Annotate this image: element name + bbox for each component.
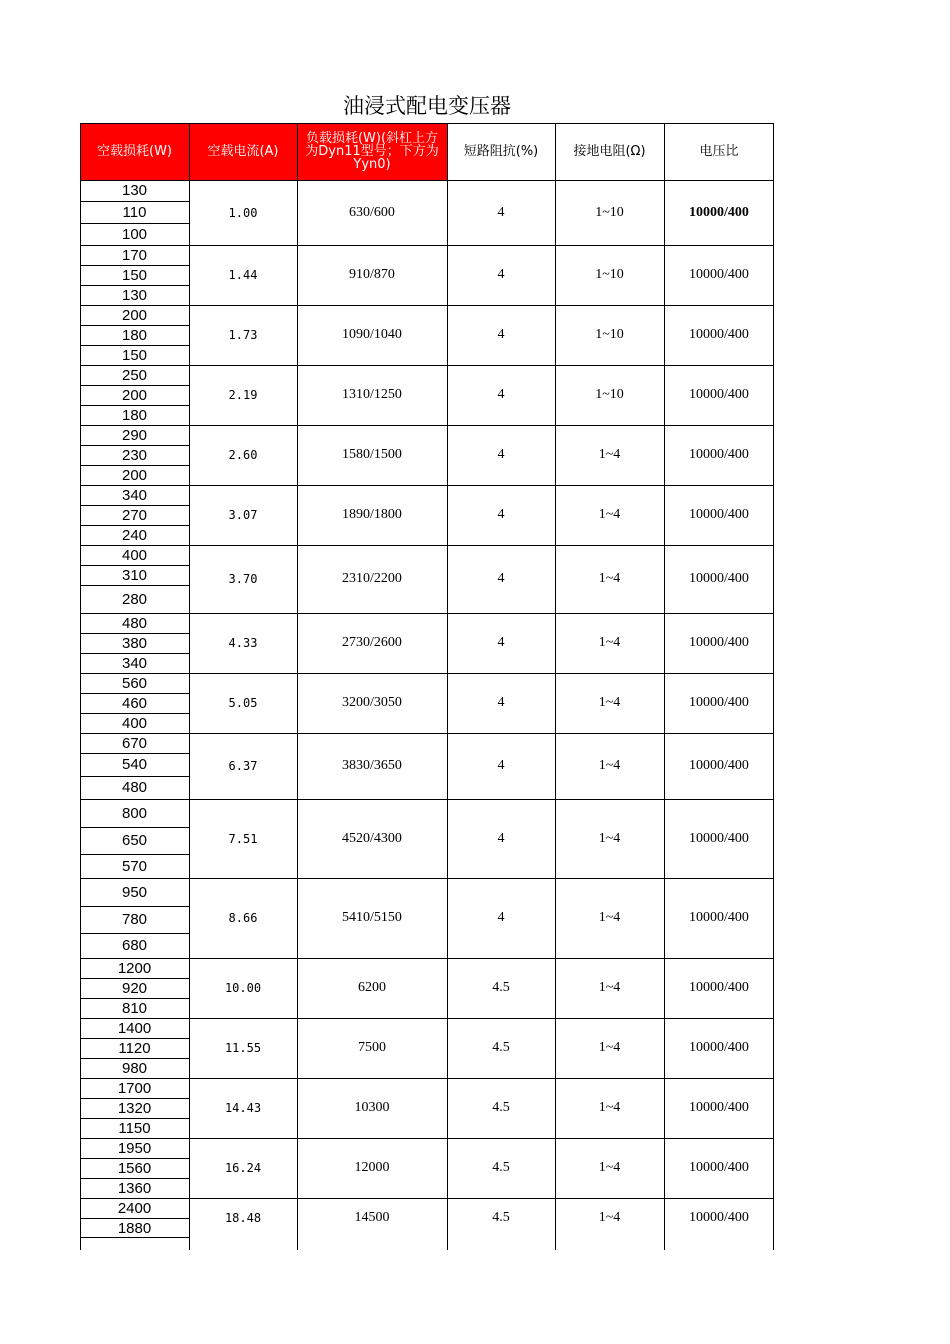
header-no-load-current: 空载电流(A) (189, 123, 297, 180)
grid-line (80, 545, 774, 546)
no-load-current-cell[interactable]: 14.43 (224, 1101, 262, 1115)
grid-line (80, 365, 774, 366)
grid-line (664, 123, 665, 1250)
grid-line (80, 123, 81, 1250)
grid-line (80, 123, 774, 124)
no-load-loss-cell[interactable]: 310 (121, 566, 148, 584)
header-impedance: 短路阻抗(%) (463, 144, 539, 159)
no-load-loss-cell[interactable]: 240 (121, 526, 148, 544)
no-load-loss-cell[interactable]: 380 (121, 634, 148, 652)
load-loss-cell[interactable]: 1890/1800 (342, 507, 402, 522)
impedance-cell[interactable]: 4 (497, 267, 505, 282)
no-load-loss-cell[interactable]: 130 (121, 286, 148, 304)
voltage-ratio-cell[interactable]: 10000/400 (689, 1100, 749, 1115)
voltage-ratio-cell[interactable]: 10000/400 (689, 327, 749, 342)
load-loss-cell[interactable]: 7500 (358, 1040, 386, 1055)
impedance-cell[interactable]: 4 (497, 695, 505, 710)
voltage-ratio-cell[interactable]: 10000/400 (689, 758, 749, 773)
grid-line (80, 1018, 774, 1019)
voltage-ratio-cell[interactable]: 10000/400 (689, 635, 749, 650)
grid-line (773, 123, 774, 1250)
no-load-loss-cell[interactable]: 400 (121, 546, 148, 564)
ground-resistance-cell[interactable]: 1~4 (598, 447, 621, 462)
voltage-ratio-cell[interactable]: 10000/400 (689, 1040, 749, 1055)
no-load-loss-cell[interactable]: 400 (121, 714, 148, 732)
no-load-current-cell[interactable]: 2.19 (228, 388, 258, 402)
impedance-cell[interactable]: 4.5 (492, 980, 510, 995)
ground-resistance-cell[interactable]: 1~4 (598, 980, 621, 995)
ground-resistance-cell[interactable]: 1~10 (595, 204, 624, 220)
impedance-cell[interactable]: 4 (497, 327, 505, 342)
load-loss-cell[interactable]: 3200/3050 (342, 695, 402, 710)
ground-resistance-cell[interactable]: 1~4 (598, 758, 621, 773)
ground-resistance-cell[interactable]: 1~4 (598, 1210, 621, 1225)
load-loss-cell[interactable]: 3830/3650 (342, 758, 402, 773)
grid-line (80, 245, 774, 246)
grid-line (80, 425, 774, 426)
no-load-loss-cell[interactable]: 200 (121, 466, 148, 484)
voltage-ratio-cell[interactable]: 10000/400 (689, 830, 749, 846)
ground-resistance-cell[interactable]: 1~4 (598, 1160, 621, 1175)
no-load-current-cell[interactable]: 8.66 (228, 911, 258, 925)
voltage-ratio-cell[interactable]: 10000/400 (689, 204, 749, 220)
impedance-cell[interactable]: 4 (497, 447, 505, 462)
ground-resistance-cell[interactable]: 1~4 (598, 830, 621, 846)
no-load-loss-cell[interactable]: 200 (121, 386, 148, 404)
impedance-cell[interactable]: 4.5 (492, 1100, 510, 1115)
no-load-current-cell[interactable]: 6.37 (228, 759, 258, 773)
no-load-loss-cell[interactable]: 1400 (117, 1019, 152, 1037)
no-load-loss-cell[interactable]: 1880 (117, 1219, 152, 1237)
load-loss-cell[interactable]: 1580/1500 (342, 447, 402, 462)
ground-resistance-cell[interactable]: 1~4 (598, 1040, 621, 1055)
voltage-ratio-cell[interactable]: 10000/400 (689, 695, 749, 710)
load-loss-cell[interactable]: 1090/1040 (342, 327, 402, 342)
load-loss-cell[interactable]: 12000 (354, 1160, 390, 1175)
grid-line (555, 123, 556, 1250)
ground-resistance-cell[interactable]: 1~4 (598, 507, 621, 522)
no-load-loss-cell[interactable]: 810 (121, 999, 148, 1017)
no-load-current-cell[interactable]: 5.05 (228, 696, 258, 710)
voltage-ratio-cell[interactable]: 10000/400 (689, 980, 749, 995)
grid-line (80, 733, 774, 734)
grid-line (80, 878, 774, 879)
no-load-loss-cell[interactable]: 460 (121, 694, 148, 712)
ground-resistance-cell[interactable]: 1~4 (598, 695, 621, 710)
no-load-loss-cell[interactable]: 920 (121, 979, 148, 997)
grid-line (297, 123, 298, 1250)
grid-line (80, 180, 774, 181)
no-load-loss-cell[interactable]: 180 (121, 406, 148, 424)
no-load-loss-cell[interactable]: 180 (121, 326, 148, 344)
impedance-cell[interactable]: 4.5 (492, 1210, 510, 1225)
impedance-cell[interactable]: 4 (497, 830, 505, 846)
header-load-loss: 负载损耗(W)(斜杠上方为Dyn11型号；下方为Yyn0) (297, 123, 447, 180)
impedance-cell[interactable]: 4 (497, 204, 505, 220)
no-load-loss-cell[interactable]: 230 (121, 446, 148, 464)
load-loss-cell[interactable]: 2310/2200 (342, 571, 402, 586)
impedance-cell[interactable]: 4.5 (492, 1040, 510, 1055)
no-load-current-cell[interactable]: 16.24 (224, 1161, 262, 1175)
no-load-current-cell[interactable]: 11.55 (224, 1041, 262, 1055)
ground-resistance-cell[interactable]: 1~4 (598, 635, 621, 650)
voltage-ratio-cell[interactable]: 10000/400 (689, 447, 749, 462)
ground-resistance-cell[interactable]: 1~10 (595, 327, 624, 342)
grid-line (189, 123, 190, 1250)
no-load-current-cell[interactable]: 1.73 (228, 328, 258, 342)
no-load-loss-cell[interactable]: 270 (121, 506, 148, 524)
no-load-loss-cell[interactable]: 340 (121, 486, 148, 504)
no-load-loss-cell[interactable]: 150 (121, 266, 148, 284)
load-loss-cell[interactable]: 630/600 (349, 204, 395, 220)
no-load-loss-cell[interactable]: 110 (122, 203, 147, 221)
voltage-ratio-cell[interactable]: 10000/400 (689, 1210, 749, 1225)
no-load-loss-cell[interactable]: 480 (121, 779, 148, 796)
no-load-loss-cell[interactable]: 950 (121, 883, 148, 901)
ground-resistance-cell[interactable]: 1~10 (595, 267, 624, 282)
ground-resistance-cell[interactable]: 1~4 (598, 910, 621, 925)
no-load-loss-cell[interactable]: 1360 (117, 1179, 152, 1197)
no-load-current-cell[interactable]: 1.00 (228, 205, 258, 220)
impedance-cell[interactable]: 4 (497, 758, 505, 773)
impedance-cell[interactable]: 4 (497, 910, 505, 925)
grid-line (80, 1078, 774, 1079)
impedance-cell[interactable]: 4 (497, 635, 505, 650)
no-load-loss-cell[interactable]: 1320 (117, 1099, 152, 1117)
no-load-loss-cell[interactable]: 290 (121, 426, 148, 444)
no-load-current-cell[interactable]: 18.48 (224, 1211, 262, 1225)
impedance-cell[interactable]: 4 (497, 507, 505, 522)
no-load-loss-cell[interactable]: 540 (121, 756, 148, 773)
no-load-loss-cell[interactable]: 1120 (118, 1039, 151, 1057)
no-load-current-cell[interactable]: 10.00 (224, 981, 262, 995)
grid-line (80, 1237, 189, 1238)
grid-line (80, 673, 774, 674)
load-loss-cell[interactable]: 14500 (354, 1210, 390, 1225)
voltage-ratio-cell[interactable]: 10000/400 (689, 507, 749, 522)
no-load-loss-cell[interactable]: 2400 (117, 1199, 152, 1217)
load-loss-cell[interactable]: 4520/4300 (342, 830, 402, 846)
ground-resistance-cell[interactable]: 1~10 (595, 387, 624, 402)
voltage-ratio-cell[interactable]: 10000/400 (689, 1160, 749, 1175)
voltage-ratio-cell[interactable]: 10000/400 (689, 267, 749, 282)
no-load-current-cell[interactable]: 1.44 (228, 268, 258, 282)
ground-resistance-cell[interactable]: 1~4 (598, 571, 621, 586)
impedance-cell[interactable]: 4 (497, 387, 505, 402)
no-load-loss-cell[interactable]: 650 (121, 832, 148, 849)
grid-line (80, 305, 774, 306)
load-loss-cell[interactable]: 6200 (358, 980, 386, 995)
no-load-loss-cell[interactable]: 100 (121, 225, 148, 243)
no-load-loss-cell[interactable]: 800 (121, 804, 148, 822)
no-load-loss-cell[interactable]: 680 (121, 937, 148, 954)
no-load-loss-cell[interactable]: 1150 (118, 1119, 151, 1137)
no-load-loss-cell[interactable]: 280 (121, 590, 148, 608)
transformer-table (80, 123, 774, 1250)
load-loss-cell[interactable]: 10300 (354, 1100, 390, 1115)
voltage-ratio-cell[interactable]: 10000/400 (689, 910, 749, 925)
no-load-loss-cell[interactable]: 1200 (117, 959, 152, 977)
no-load-current-cell[interactable]: 4.33 (228, 636, 258, 650)
no-load-loss-cell[interactable]: 570 (121, 857, 148, 875)
no-load-loss-cell[interactable]: 340 (121, 654, 148, 672)
no-load-loss-cell[interactable]: 1950 (117, 1139, 152, 1157)
ground-resistance-cell[interactable]: 1~4 (598, 1100, 621, 1115)
voltage-ratio-cell[interactable]: 10000/400 (689, 571, 749, 586)
no-load-loss-cell[interactable]: 150 (121, 346, 148, 364)
no-load-loss-cell[interactable]: 170 (121, 246, 148, 264)
grid-line (80, 958, 774, 959)
no-load-loss-cell[interactable]: 1700 (117, 1079, 152, 1097)
no-load-loss-cell[interactable]: 980 (121, 1059, 148, 1077)
grid-line (80, 799, 774, 800)
no-load-loss-cell[interactable]: 200 (121, 306, 148, 324)
no-load-loss-cell[interactable]: 670 (121, 734, 148, 752)
sheet-title: 油浸式配电变压器 (343, 94, 511, 118)
no-load-loss-cell[interactable]: 1560 (117, 1159, 152, 1177)
no-load-loss-cell[interactable]: 560 (121, 674, 148, 692)
load-loss-cell[interactable]: 5410/5150 (342, 910, 402, 925)
no-load-loss-cell[interactable]: 130 (121, 182, 148, 199)
header-ground-resistance: 接地电阻(Ω) (573, 144, 646, 159)
no-load-current-cell[interactable]: 2.60 (228, 448, 258, 462)
load-loss-cell[interactable]: 910/870 (349, 267, 395, 282)
impedance-cell[interactable]: 4.5 (492, 1160, 510, 1175)
grid-line (80, 485, 774, 486)
no-load-loss-cell[interactable]: 250 (121, 366, 148, 384)
load-loss-cell[interactable]: 2730/2600 (342, 635, 402, 650)
header-voltage-ratio: 电压比 (699, 144, 739, 159)
voltage-ratio-cell[interactable]: 10000/400 (689, 387, 749, 402)
grid-line (80, 613, 774, 614)
grid-line (447, 123, 448, 1250)
grid-line (80, 1138, 774, 1139)
no-load-current-cell[interactable]: 7.51 (228, 831, 258, 846)
no-load-loss-cell[interactable]: 480 (121, 614, 148, 632)
impedance-cell[interactable]: 4 (497, 571, 505, 586)
header-no-load-loss: 空载损耗(W) (80, 123, 189, 180)
no-load-current-cell[interactable]: 3.70 (228, 572, 258, 586)
no-load-loss-cell[interactable]: 780 (121, 911, 148, 928)
load-loss-cell[interactable]: 1310/1250 (342, 387, 402, 402)
grid-line (80, 1198, 774, 1199)
no-load-current-cell[interactable]: 3.07 (228, 508, 258, 522)
